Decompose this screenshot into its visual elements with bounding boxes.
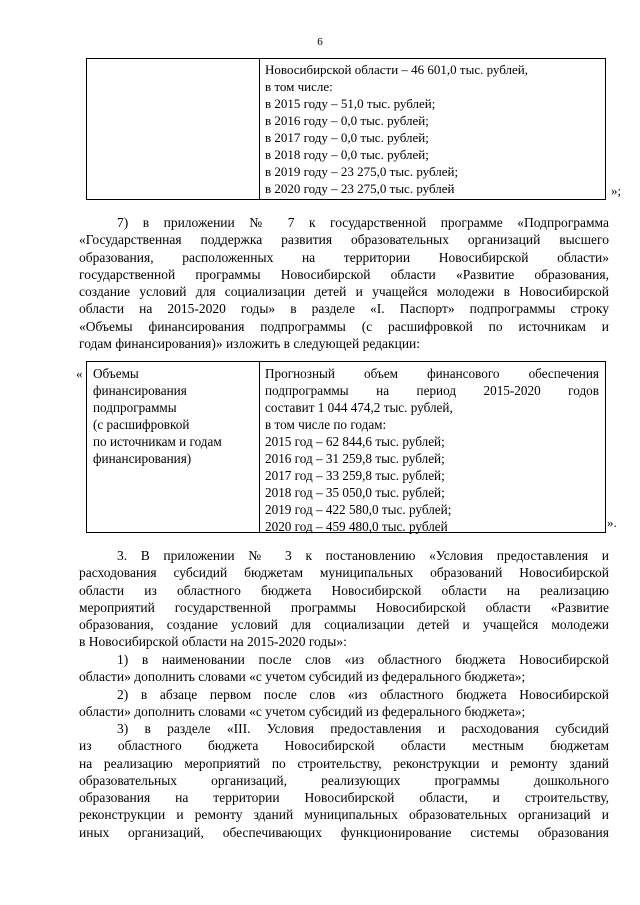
financing-table: [86, 361, 606, 533]
text-line: образовательных организаций, реализующих программы дошкольного: [79, 772, 609, 788]
text-line: «Объемы финансирования подпрограммы (с расшифровкой по источникам и: [79, 318, 609, 334]
value-line: в том числе по годам:: [265, 417, 387, 432]
value-line: 2017 год – 33 259,8 тыс. рублей;: [265, 468, 445, 483]
subitem-3: [79, 720, 609, 841]
table-continuation: [86, 58, 606, 200]
table-line: в 2017 году – 0,0 тыс. рублей;: [265, 130, 429, 145]
text-line: образования, создание условий для социализации детей и учащейся молодежи: [79, 617, 609, 633]
text-line: реконструкции и ремонту зданий муниципальных образовательных организаций и: [79, 807, 609, 823]
label-line: по источникам и годам: [93, 434, 222, 449]
text-line: области» дополнить словами «с учетом субсидий из федерального бюджета»;: [79, 704, 526, 720]
text-line: области» дополнить словами «с учетом субсидий из федерального бюджета»;: [79, 669, 526, 685]
table-line: в 2019 году – 23 275,0 тыс. рублей;: [265, 164, 459, 179]
text-line: расходования субсидий бюджетам муниципальных образований Новосибирской: [79, 565, 609, 581]
text-line: 1) в наименовании после слов «из областного бюджета Новосибирской: [117, 652, 609, 667]
value-line: 2020 год – 459 480,0 тыс. рублей: [265, 519, 448, 534]
subitem-2: [79, 686, 609, 721]
text-line: создание условий для социализации детей и учащейся молодежи в Новосибирской: [79, 284, 609, 300]
text-line: иных организаций, обеспечивающих функционирование системы образования: [79, 824, 609, 840]
financing-label-cell: [87, 362, 260, 532]
text-line: годам финансирования)» изложить в следующей редакции:: [79, 336, 421, 352]
closing-quote: »;: [611, 183, 622, 198]
table-line: в 2015 году – 51,0 тыс. рублей;: [265, 96, 436, 111]
label-line: финансирования): [93, 451, 192, 466]
label-line: финансирования: [93, 383, 187, 398]
subitem-1: [79, 651, 609, 686]
text-line: из областного бюджета Новосибирской области местным бюджетам: [79, 738, 609, 754]
paragraph-item-3: [79, 547, 609, 651]
value-line: Прогнозный объем финансового обеспечения: [265, 366, 599, 381]
text-line: государственной программы Новосибирской области «Развитие образования,: [79, 266, 609, 282]
text-line: 7) в приложении № 7 к государственной программе «Подпрограмма: [117, 215, 609, 230]
table-line: в 2018 году – 0,0 тыс. рублей;: [265, 147, 429, 162]
value-line: 2015 год – 62 844,6 тыс. рублей;: [265, 434, 445, 449]
table-line: Новосибирской области – 46 601,0 тыс. рублей,: [265, 62, 528, 77]
value-line: 2019 год – 422 580,0 тыс. рублей;: [265, 502, 452, 517]
table-right-cell: [265, 61, 601, 197]
paragraph-item-7: [79, 214, 609, 352]
opening-quote: «: [76, 366, 83, 381]
label-line: Объемы: [93, 366, 139, 381]
text-line: образования на территории Новосибирской области, и строительству,: [79, 790, 609, 806]
page-number: 6: [317, 36, 323, 48]
closing-quote: ».: [607, 515, 617, 530]
text-line: образования, расположенных на территории Новосибирской области»: [79, 249, 609, 265]
table-left-cell: [87, 59, 260, 199]
table-line: в том числе:: [265, 79, 333, 94]
label-line: (с расшифровкой: [93, 417, 190, 432]
text-line: мероприятий государственной программы Новосибирской области «Развитие: [79, 599, 609, 615]
financing-value-cell: [265, 365, 599, 535]
text-line: области из областного бюджета Новосибирской области на реализацию: [79, 582, 609, 598]
value-line: 2018 год – 35 050,0 тыс. рублей;: [265, 485, 445, 500]
text-line: области на 2015-2020 годы» в разделе «I. Паспорт» подпрограммы строку: [79, 301, 609, 317]
value-line: подпрограммы на период 2015-2020 годов: [265, 383, 599, 398]
label-line: подпрограммы: [93, 400, 177, 415]
value-line: 2016 год – 31 259,8 тыс. рублей;: [265, 451, 445, 466]
text-line: «Государственная поддержка развития образовательных организаций высшего: [79, 232, 609, 248]
text-line: в Новосибирской области на 2015-2020 годы»:: [79, 634, 347, 650]
text-line: 2) в абзаце первом после слов «из областного бюджета Новосибирской: [117, 687, 609, 702]
table-line: в 2016 году – 0,0 тыс. рублей;: [265, 113, 429, 128]
value-line: составит 1 044 474,2 тыс. рублей,: [265, 400, 453, 415]
table-line: в 2020 году – 23 275,0 тыс. рублей: [265, 181, 455, 196]
text-line: 3) в разделе «III. Условия предоставления и расходования субсидий: [117, 721, 609, 736]
text-line: на реализацию мероприятий по строительству, реконструкции и ремонту зданий: [79, 755, 609, 771]
text-line: 3. В приложении № 3 к постановлению «Условия предоставления и: [117, 548, 609, 563]
